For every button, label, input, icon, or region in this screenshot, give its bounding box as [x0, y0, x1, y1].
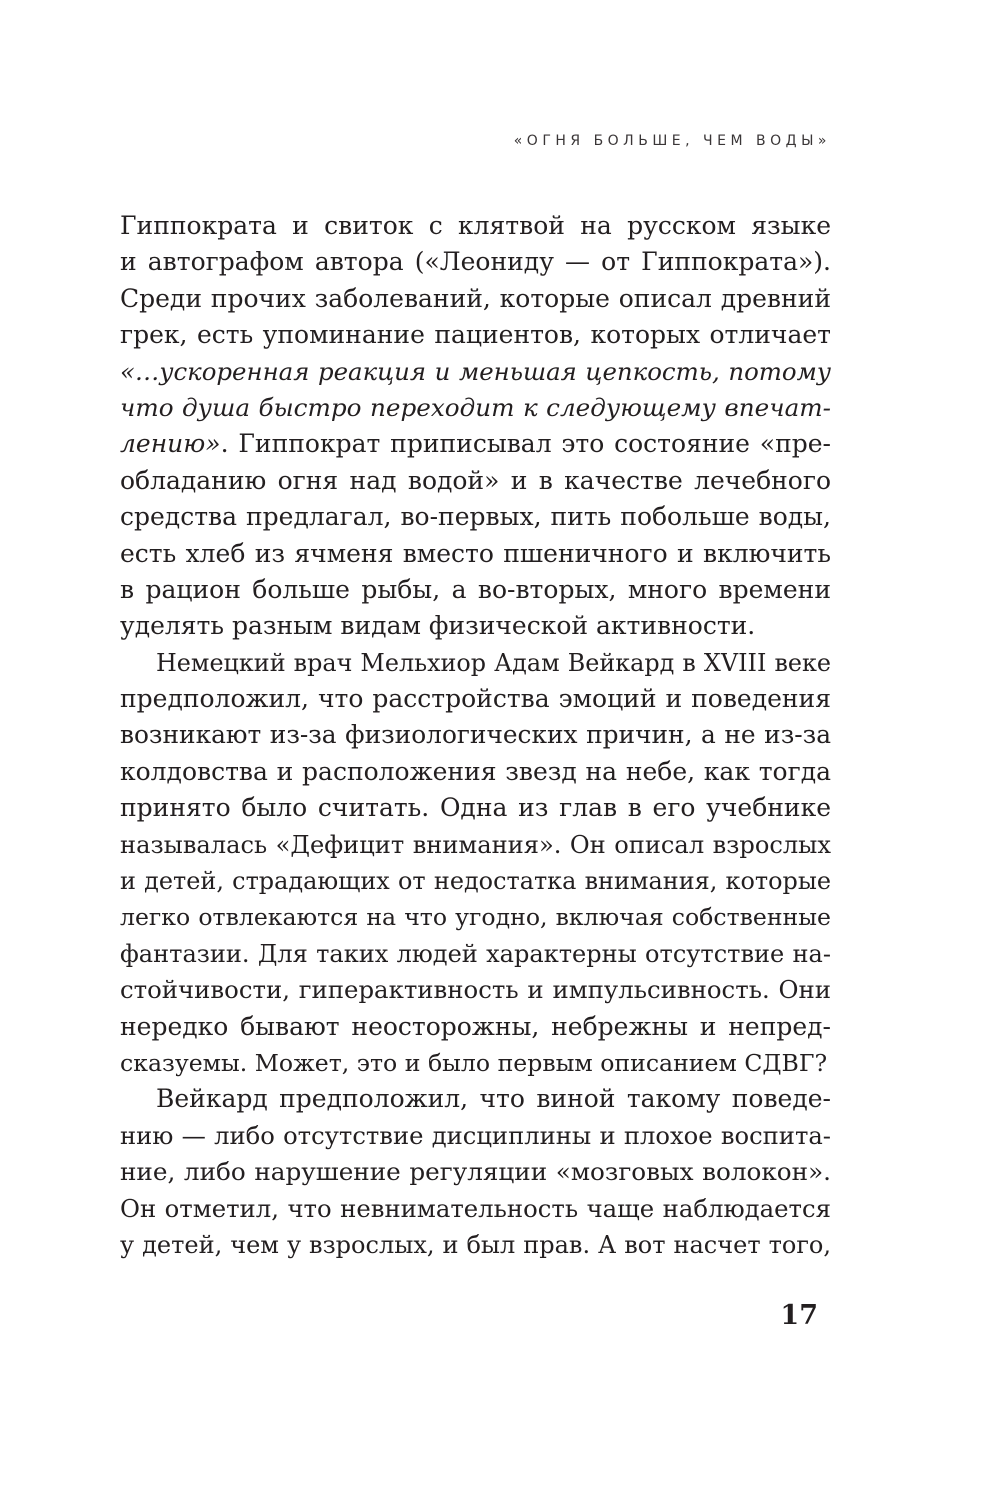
text-line: есть хлеб из ячменя вместо пшеничного и включить — [120, 538, 831, 568]
text-run: . Гиппократ приписывал это состояние «пре- — [220, 429, 831, 459]
text-line: у детей, чем у взрослых, и был прав. А вот насчет того, — [120, 1230, 831, 1259]
text-line: принято было считать. Одна из глав в его учебнике — [120, 793, 831, 823]
text-line: ние, либо нарушение регуляции «мозговых волокон». — [120, 1157, 831, 1187]
text-line: колдовства и расположения звезд на небе, как тогда — [120, 756, 831, 786]
text-line: фантазии. Для таких людей характерны отсутствие на- — [120, 939, 831, 968]
text-line: нию — либо отсутствие дисциплины и плохое воспита- — [120, 1120, 831, 1150]
text-line: Он отметил, что невнимательность чаще наблюдается — [120, 1193, 831, 1223]
text-line: и детей, страдающих от недостатка внимания, которые — [120, 867, 831, 896]
text-line: предположил, что расстройства эмоций и поведения — [120, 684, 831, 714]
paragraph-first-line: Вейкард предположил, что виной такому поведе- — [156, 1084, 831, 1114]
text-line: нередко бывают неосторожны, небрежны и непред- — [120, 1011, 831, 1041]
text-line: уделять разным видам физической активности. — [120, 611, 756, 641]
quote-end: лению» — [120, 429, 221, 459]
text-line: грек, есть упоминание пациентов, которых отличает — [120, 320, 831, 350]
text-line: Гиппократа и свиток с клятвой на русском языке — [120, 211, 831, 240]
text-line: стойчивости, гиперактивность и импульсивность. Они — [120, 975, 831, 1005]
running-head: «ОГНЯ БОЛЬШЕ, ЧЕМ ВОДЫ» — [513, 133, 831, 149]
page-number: 17 — [780, 1300, 818, 1331]
text-line: легко отвлекаются на что угодно, включая собственные — [120, 903, 831, 932]
text-line-mixed — [120, 426, 831, 462]
text-line: называлась «Дефицит внимания». Он описал взрослых — [120, 830, 831, 859]
text-line-italic: «…ускоренная реакция и меньшая цепкость, потому — [120, 356, 831, 386]
text-line: средства предлагал, во-первых, пить побольше воды, — [120, 502, 831, 532]
text-line-italic: что душа быстро переходит к следующему впечат- — [120, 392, 831, 422]
text-line: Среди прочих заболеваний, которые описал древний — [120, 283, 831, 313]
body-text — [120, 208, 831, 1263]
text-line: и автографом автора («Леониду — от Гиппократа»). — [120, 247, 831, 277]
text-line: возникают из-за физиологических причин, а не из-за — [120, 720, 831, 750]
text-line: обладанию огня над водой» и в качестве лечебного — [120, 465, 831, 495]
text-line: в рацион больше рыбы, а во-вторых, много времени — [120, 574, 831, 604]
paragraph-first-line: Немецкий врач Мельхиор Адам Вейкард в XVIII веке — [156, 648, 831, 677]
text-line: сказуемы. Может, это и было первым описанием СДВГ? — [120, 1048, 828, 1077]
